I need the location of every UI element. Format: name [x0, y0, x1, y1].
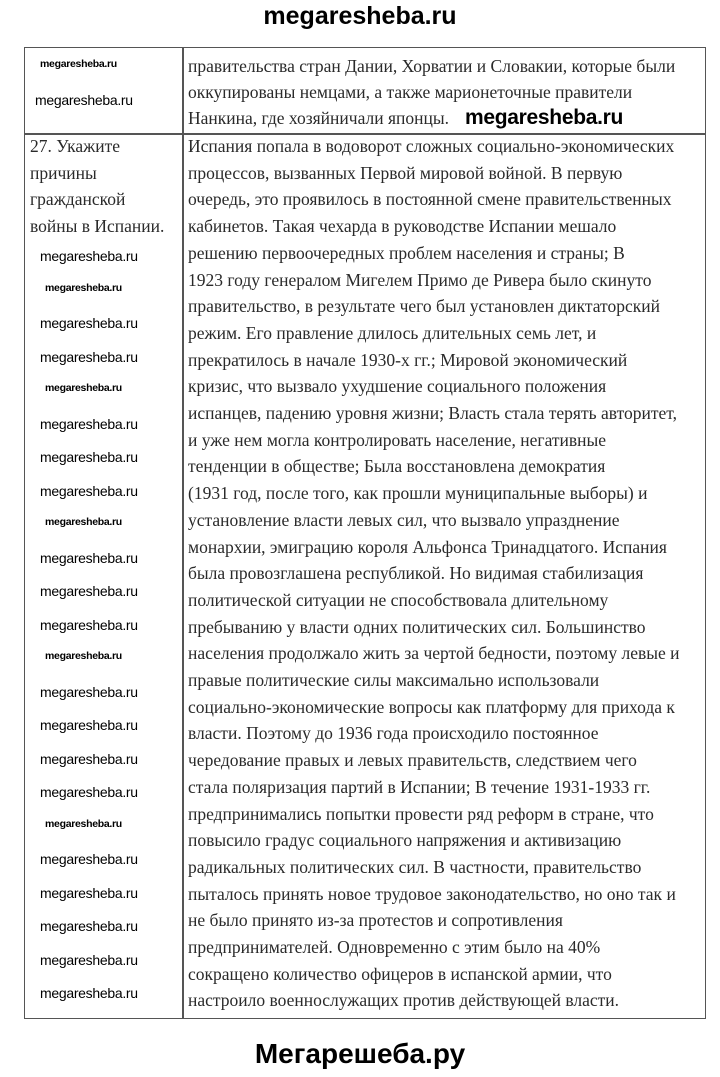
answer-line: режим. Его правление длилось длительных семь лет, и	[188, 322, 597, 343]
answer-line: радикальных политических сил. В частности, правительство	[188, 856, 642, 877]
answer-line: 1923 году генералом Мигелем Примо де Ривера было скинуто	[188, 269, 652, 290]
answer-line: политической ситуации не способствовала длительному	[188, 589, 609, 610]
watermark: megaresheba.ru	[45, 382, 122, 394]
answer-line: предпринимались попытки провести ряд реформ в стране, что	[188, 803, 654, 824]
watermark: megaresheba.ru	[40, 549, 138, 566]
answer-line: правительство, в результате чего был установлен диктаторский	[188, 296, 660, 317]
column-divider	[182, 47, 184, 1019]
answer-line: и уже нем могла контролировать население, негативные	[188, 429, 607, 450]
answer-line: стала поляризация партий в Испании; В течение 1931-1933 гг.	[188, 776, 651, 797]
watermark: megaresheba.ru	[40, 348, 138, 365]
answer-line: власти. Поэтому до 1936 года происходило постоянное	[188, 723, 599, 744]
answer-line: прекратилось в начале 1930-х гг.; Мировой экономический	[188, 349, 628, 370]
answer-line: была провозглашена республикой. Но видимая стабилизация	[188, 563, 644, 584]
answer-line: сокращено количество офицеров в испанской армии, что	[188, 963, 612, 984]
site-footer: Мегарешеба.ру	[254, 1038, 466, 1069]
watermark: megaresheba.ru	[40, 58, 117, 70]
watermark: megaresheba.ru	[465, 106, 624, 129]
answer-line: очередь, это проявилось в постоянной смене правительственных	[188, 189, 672, 210]
answer-line: оккупированы немцами, а также марионеточные правители	[188, 82, 633, 102]
watermark: megaresheba.ru	[40, 750, 138, 767]
watermark: megaresheba.ru	[35, 92, 133, 108]
answer-line: населения продолжало жить за чертой бедности, поэтому левые и	[188, 643, 680, 664]
watermark: megaresheba.ru	[40, 985, 138, 1001]
site-header: megaresheba.ru	[263, 2, 457, 30]
watermark: megaresheba.ru	[40, 717, 138, 733]
answer-line: решению первоочередных проблем населения и страны; В	[188, 242, 625, 263]
answer-line: процессов, вызванных Первой мировой войной. В первую	[188, 162, 623, 183]
watermark: megaresheba.ru	[40, 449, 138, 465]
answer-line: пыталось принять новое трудовое законодательство, но оно так и	[188, 883, 676, 904]
watermark: megaresheba.ru	[40, 784, 138, 800]
answer-line: пребыванию у власти одних политических сил. Большинство	[188, 616, 646, 637]
answer-line: правительства стран Дании, Хорватии и Словакии, которые были	[188, 56, 676, 76]
watermark: megaresheba.ru	[40, 683, 138, 700]
answer-line: Испания попала в водоворот сложных социально-экономических	[188, 136, 675, 156]
answer-line: чередование правых и левых правительств, следствием чего	[188, 750, 637, 771]
question-line: причины	[30, 162, 97, 183]
watermark: megaresheba.ru	[45, 516, 122, 528]
answer-line: настроило военнослужащих против действующей власти.	[188, 990, 620, 1011]
watermark: megaresheba.ru	[45, 817, 122, 830]
question-line: 27. Укажите	[30, 136, 120, 156]
answer-line: кабинетов. Такая чехарда в руководстве Испании мешало	[188, 216, 617, 237]
watermark: megaresheba.ru	[40, 616, 138, 633]
row-divider	[24, 133, 706, 135]
answer-line: кризис, что вызвало ухудшение социального положения	[188, 376, 607, 397]
question-line: войны в Испании.	[30, 216, 165, 237]
watermark: megaresheba.ru	[40, 951, 138, 968]
watermark: megaresheba.ru	[40, 851, 138, 867]
watermark: megaresheba.ru	[40, 315, 138, 331]
answer-line: монархии, эмиграцию короля Альфонса Тринадцатого. Испания	[188, 536, 667, 557]
watermark: megaresheba.ru	[40, 918, 138, 934]
question-line: гражданской	[30, 189, 126, 210]
watermark: megaresheba.ru	[40, 884, 138, 901]
watermark: megaresheba.ru	[45, 281, 122, 294]
watermark: megaresheba.ru	[40, 248, 138, 264]
answer-line: правые политические силы максимально использовали	[188, 670, 600, 690]
watermark: megaresheba.ru	[45, 650, 122, 662]
answer-line: Нанкина, где хозяйничали японцы.	[188, 108, 449, 128]
answer-line: тенденции в обществе; Была восстановлена демократия	[188, 456, 606, 477]
answer-line: предпринимателей. Одновременно с этим было на 40%	[188, 937, 601, 957]
answer-line: повысило градус социального напряжения и активизацию	[188, 830, 622, 851]
answer-line: испанцев, падению уровня жизни; Власть стала терять авторитет,	[188, 403, 677, 423]
watermark: megaresheba.ru	[40, 583, 138, 599]
watermark: megaresheba.ru	[40, 482, 138, 499]
answer-line: установление власти левых сил, что вызвало упразднение	[188, 509, 620, 530]
answer-line: (1931 год, после того, как прошли муниципальные выборы) и	[188, 483, 648, 504]
watermark: megaresheba.ru	[40, 415, 138, 432]
answer-line: социально-экономические вопросы как платформу для прихода к	[188, 696, 675, 717]
answer-line: не было принято из-за протестов и сопротивления	[188, 910, 563, 931]
